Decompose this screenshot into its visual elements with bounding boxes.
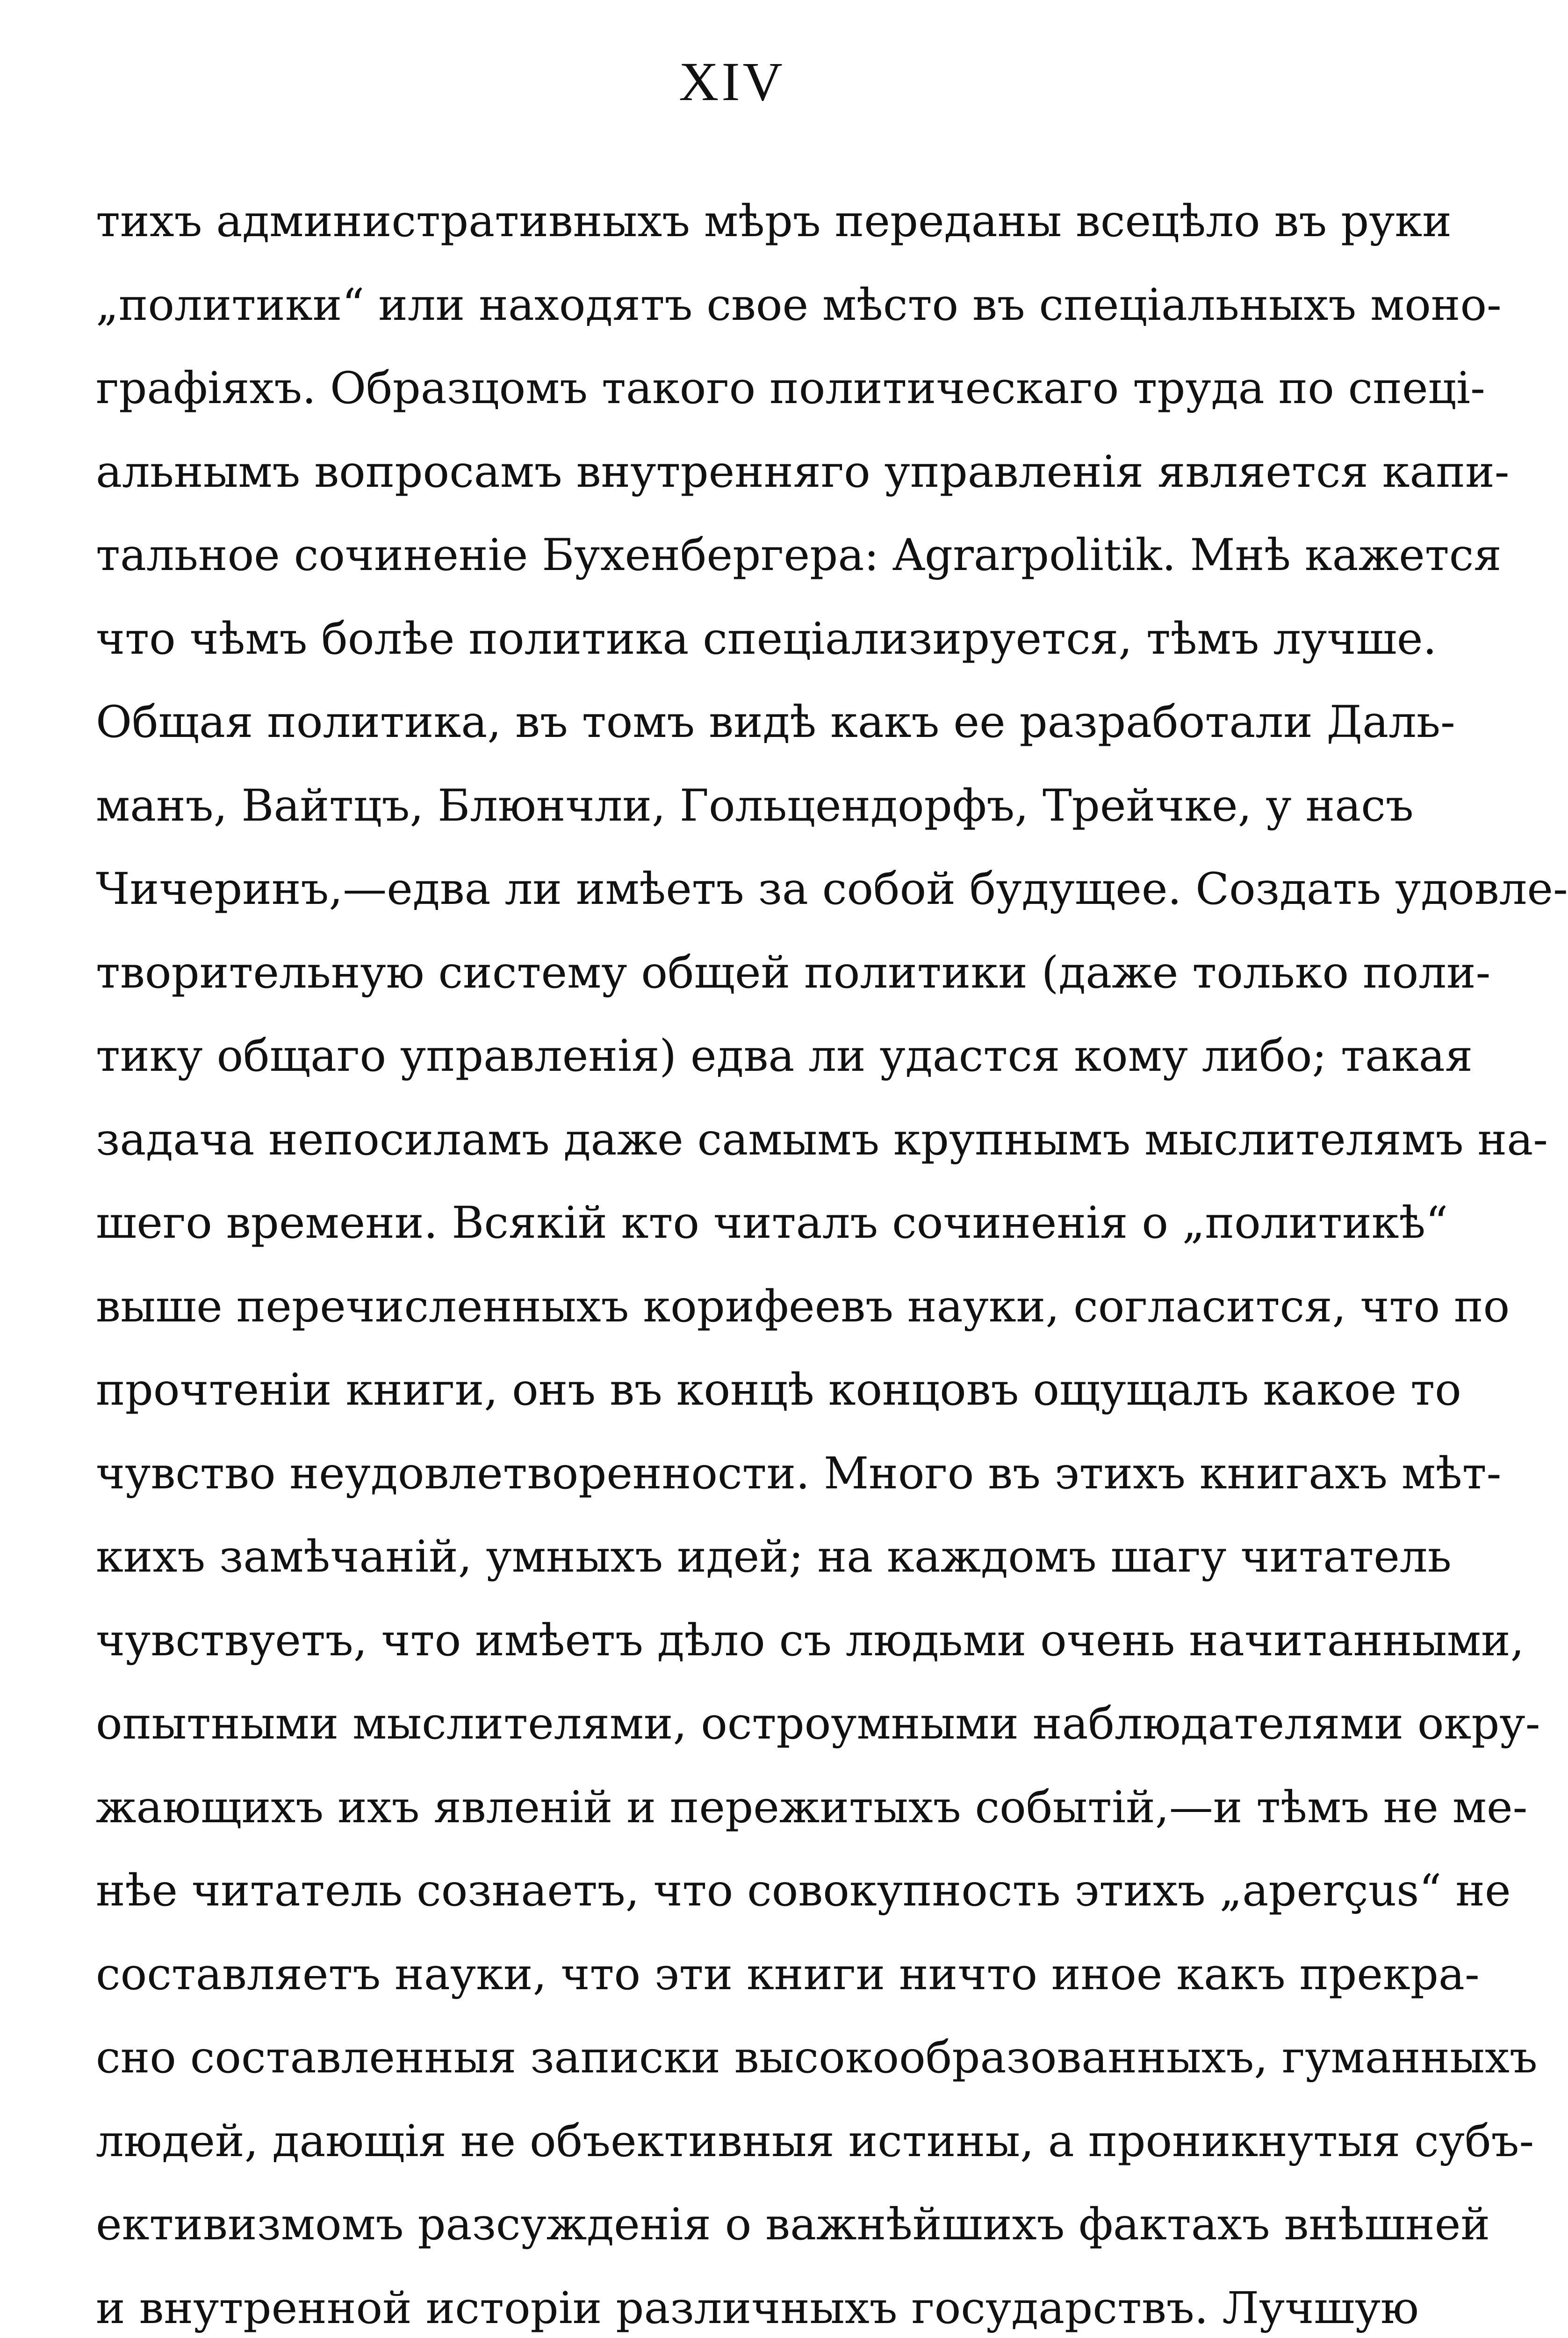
text-line: что чѣмъ болѣе политика спеціализируется, тѣмъ лучше. bbox=[96, 613, 1437, 664]
text-line: тику общаго управленія) едва ли удастся кому либо; такая bbox=[96, 1031, 1473, 1082]
text-line: Общая политика, въ томъ видѣ какъ ее разработали Даль- bbox=[96, 697, 1455, 748]
text-line: ективизмомъ разсужденія о важнѣйшихъ фактахъ внѣшней bbox=[96, 2199, 1490, 2250]
text-line: прочтеніи книги, онъ въ концѣ концовъ ощущалъ какое то bbox=[96, 1364, 1461, 1415]
text-line: тальное сочиненіе Бухенбергера: Agrarpolitik. Мнѣ кажется bbox=[96, 530, 1502, 581]
text-line: жающихъ ихъ явленій и пережитыхъ событій,—и тѣмъ не ме- bbox=[96, 1782, 1528, 1833]
text-line: кихъ замѣчаній, умныхъ идей; на каждомъ шагу читатель bbox=[96, 1531, 1452, 1582]
text-line: задача непосиламъ даже самымъ крупнымъ мыслителямъ на- bbox=[96, 1114, 1548, 1165]
text-line: „политики“ или находятъ свое мѣсто въ спеціальныхъ моно- bbox=[96, 279, 1502, 331]
text-line: и внутренной исторіи различныхъ государствъ. Лучшую bbox=[96, 2282, 1419, 2334]
text-line: нѣе читатель сознаетъ, что совокупность этихъ „aperçus“ не bbox=[96, 1865, 1511, 1916]
body-text bbox=[96, 180, 1568, 2338]
text-line: Чичеринъ,—едва ли имѣетъ за собой будущее. Создать удовле- bbox=[96, 864, 1568, 915]
text-line: шего времени. Всякій кто читалъ сочиненія о „политикѣ“ bbox=[96, 1198, 1448, 1248]
text-line: графіяхъ. Образцомъ такого политическаго труда по спеці- bbox=[96, 363, 1485, 414]
text-line: альнымъ вопросамъ внутренняго управленія является капи- bbox=[96, 446, 1510, 498]
text-line: сно составленныя записки высокообразованныхъ, гуманныхъ bbox=[96, 2032, 1538, 2083]
text-line: людей, дающія не объективныя истины, а проникнутыя субъ- bbox=[96, 2115, 1534, 2167]
page-number: XIV bbox=[679, 51, 785, 112]
text-line: чувствуетъ, что имѣетъ дѣло съ людьми очень начитанными, bbox=[96, 1615, 1525, 1666]
text-line: тихъ административныхъ мѣръ переданы всецѣло въ руки bbox=[96, 196, 1452, 247]
text-line: манъ, Вайтцъ, Блюнчли, Гольцендорфъ, Трейчке, у насъ bbox=[96, 780, 1414, 831]
text-line: чувство неудовлетворенности. Много въ этихъ книгахъ мѣт- bbox=[96, 1448, 1502, 1499]
text-line: выше перечисленныхъ корифеевъ науки, согласится, что по bbox=[96, 1281, 1510, 1332]
text-line: составляетъ науки, что эти книги ничто иное какъ прекра- bbox=[96, 1948, 1480, 2000]
text-line: творительную систему общей политики (даже только поли- bbox=[96, 947, 1491, 998]
text-line: опытными мыслителями, остроумными наблюдателями окру- bbox=[96, 1698, 1540, 1749]
